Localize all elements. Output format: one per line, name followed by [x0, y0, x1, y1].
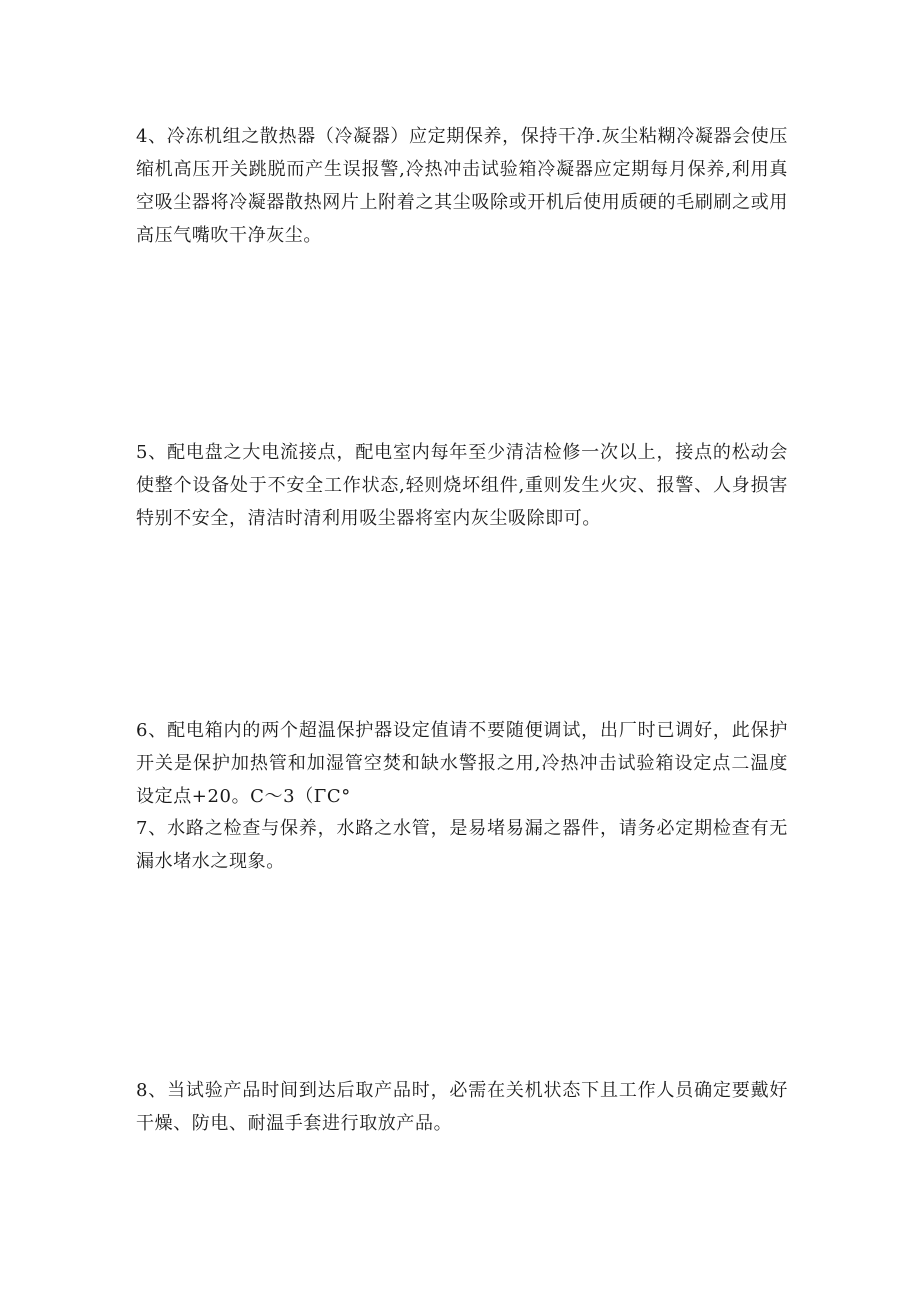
- paragraph-condenser-maintenance: 4、冷冻机组之散热器（冷凝器）应定期保养，保持干净.灰尘粘糊冷凝器会使压缩机高压开关跳脱而产生误报警,冷热冲击试验箱冷凝器应定期每月保养,利用真空吸尘器将冷凝器散热网片上附着之其尘吸除或开机后使用质硬的毛刷刷之或用高压气嘴吹干净灰尘。: [136, 126, 788, 246]
- paragraph-product-removal: 8、当试验产品时间到达后取产品时，必需在关机状态下且工作人员确定要戴好干燥、防电、耐温手套进行取放产品。: [136, 1080, 788, 1134]
- paragraph-overtemp-protector: 6、配电箱内的两个超温保护器设定值请不要随便调试，出厂时已调好，此保护开关是保护加热管和加湿管空焚和缺水警报之用,冷热冲击试验箱设定点二温度设定点+20。C～3（ΓC°: [136, 720, 788, 807]
- paragraph-distribution-panel: 5、配电盘之大电流接点，配电室内每年至少清洁检修一次以上，接点的松动会使整个设备处于不安全工作状态,轻则烧坏组件,重则发生火灾、报警、人身损害特别不安全，清洁时清利用吸尘器将室内灰尘吸除即可。: [136, 442, 788, 529]
- paragraph-water-line: 7、水路之检查与保养，水路之水管，是易堵易漏之器件，请务必定期检查有无漏水堵水之现象。: [136, 818, 788, 872]
